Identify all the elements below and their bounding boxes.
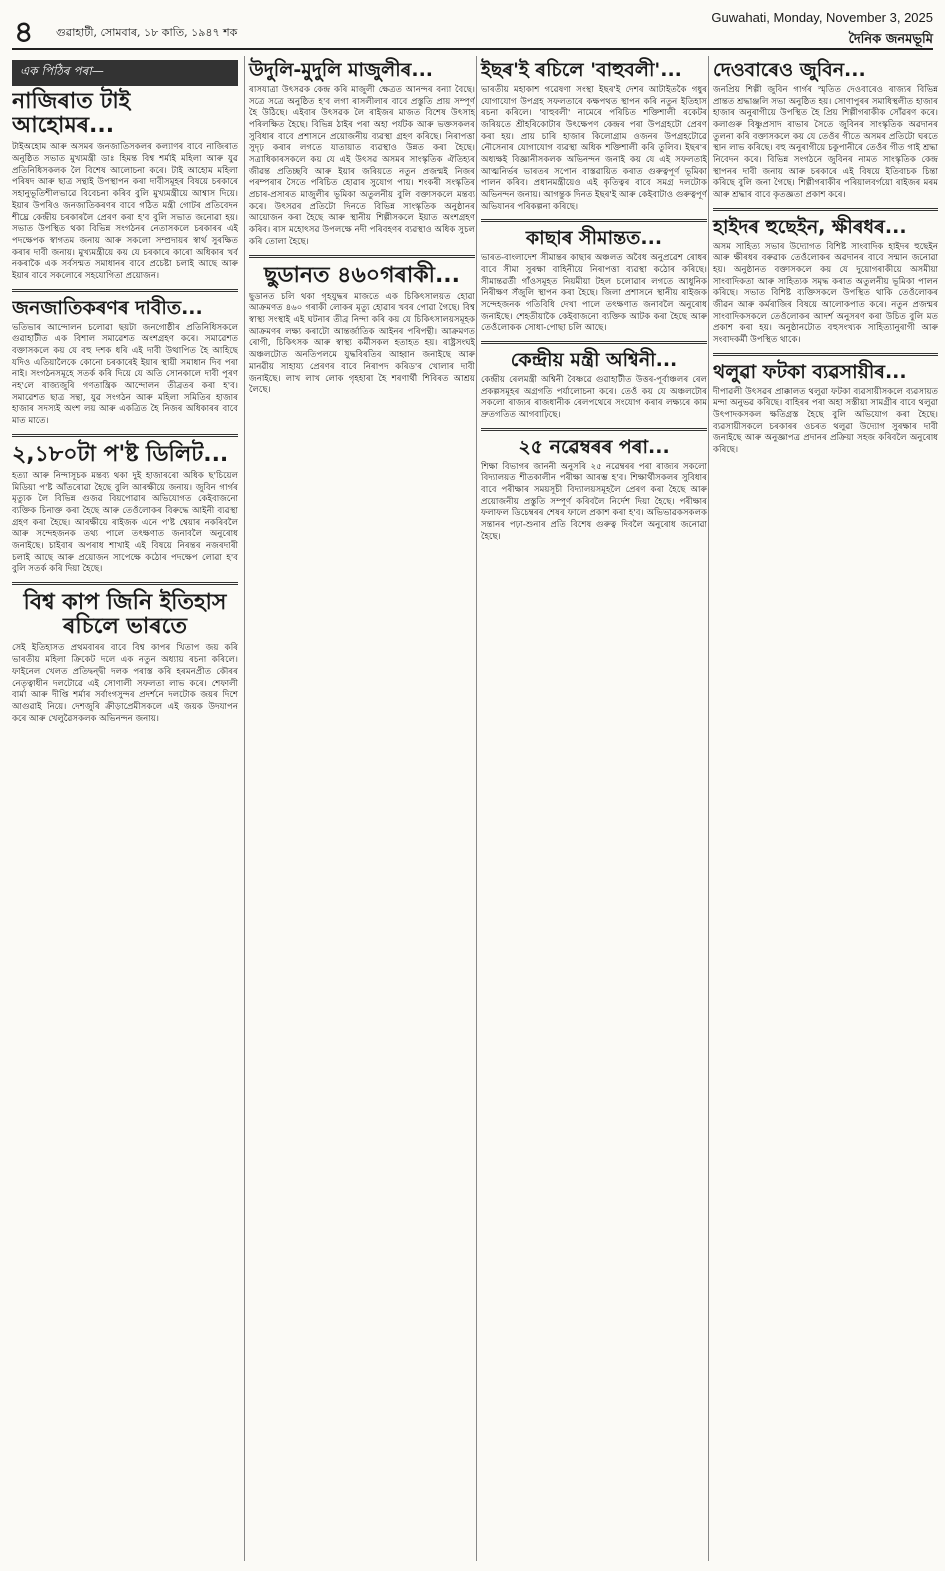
headline-isro: ইছৰ'ই ৰচিলে 'বাহুবলী'... (481, 59, 682, 81)
article-body-firecracker-traders: দীপাৱলী উৎসৱৰ প্ৰাক্কালত থলুৱা ফটকা ব্যৱসায়ীসকলে ব্যৱসায়ত মন্দা অনুভৱ কৰিছে। বাহিৰৰ পৰা অহা সস্তীয়া সামগ্ৰীৰ বাবে থলুৱা উৎপাদকসকল ক্ষতিগ্ৰস্ত হৈছে বুলি অভিযোগ কৰা হৈছে। ব্যৱসায়ীসকলে চৰকাৰৰ ওচৰত থলুৱা উদ্যোগ সুৰক্ষাৰ দাবী জনাইছে আৰু অনুজ্ঞাপত্ৰ প্ৰদানৰ প্ৰক্ৰিয়া সহজ কৰিবলৈ অনুৰোধ কৰিছে। (713, 386, 938, 456)
headline-najira: নাজিৰাত টাই আহোমৰ... (12, 89, 131, 139)
article-body-majuli: ৰাসযাত্ৰা উৎসৱক কেন্দ্ৰ কৰি মাজুলী ক্ষেত্ৰত আনন্দৰ বন্যা বৈছে। সত্ৰে সত্ৰে অনুষ্ঠিত হ'ব লগা ৰাসলীলাৰ বাবে প্ৰস্তুতি প্ৰায় সম্পূৰ্ণ হৈ উঠিছে। এইবাৰ উৎসৱক লৈ ৰাইজৰ মাজত বিশেষ উৎসাহ পৰিলক্ষিত হৈছে। বিভিন্ন ঠাইৰ পৰা অহা পৰ্যটক আৰু ভক্তসকলৰ সুবিধাৰ বাবে প্ৰশাসনে প্ৰয়োজনীয় ব্যৱস্থা গ্ৰহণ কৰিছে। নিৰাপত্তা সুদৃঢ় কৰাৰ লগতে যাতায়াত ব্যৱস্থাও উন্নত কৰা হৈছে। সত্ৰাধিকাৰসকলে কয় যে এই উৎসৱ অসমৰ সাংস্কৃতিক ঐতিহ্যৰ জীৱন্ত প্ৰতিচ্ছবি আৰু ইয়াৰ জৰিয়তে নতুন প্ৰজন্মই নিজৰ পৰম্পৰাৰ সৈতে পৰিচিত হোৱাৰ সুযোগ পায়। শংকৰী সংস্কৃতিৰ প্ৰচাৰ-প্ৰসাৰত মাজুলীৰ ভূমিকা অতুলনীয় বুলি বক্তাসকলে মন্তব্য কৰে। উৎসৱৰ প্ৰতিটো দিনতে বিভিন্ন সাংস্কৃতিক অনুষ্ঠানৰ আয়োজন কৰা হৈছে আৰু স্থানীয় শিল্পীসকলে ইয়াত অংশগ্ৰহণ কৰিব। ৰাস মহোৎসৱ উপলক্ষে নদী পৰিবহণৰ ব্যৱস্থাও অধিক সুচল কৰি তোলা হৈছে। (249, 84, 475, 247)
masthead (12, 8, 933, 50)
column-2 (244, 56, 475, 1561)
divider (481, 341, 707, 344)
headline-zubeen: দেওবাৰেও জুবিন... (713, 59, 866, 81)
columns (12, 56, 938, 1561)
divider (713, 353, 938, 356)
continued-kicker: এক পিঠিৰ পৰা— (12, 60, 238, 86)
headline-november-25: ২৫ নৱেম্বৰৰ পৰা... (518, 435, 670, 458)
headline-tribal-status: জনজাতিকৰণৰ দাবীত... (12, 296, 203, 319)
headline-minister: কেন্দ্ৰীয় মন্ত্ৰী অশ্বিনী... (510, 349, 678, 372)
page-number: ৪ (14, 15, 34, 50)
column-4 (708, 56, 938, 1561)
article-body-posts-deleted: হত্যা আৰু নিন্দাসূচক মন্তব্য থকা দুই হাজাৰৰো অধিক ছ'চিয়েল মিডিয়া প'ষ্ট আঁতৰোৱা হৈছে বুলি আৰক্ষীয়ে জনায়। জুবিন গাৰ্গৰ মৃত্যুক লৈ বিভিন্ন গুজৱ বিয়পোৱাৰ অভিযোগত কেইবাজনো ব্যক্তিক চিনাক্ত কৰা হৈছে আৰু তেওঁলোকৰ বিৰুদ্ধে আইনী ব্যৱস্থা গ্ৰহণ কৰা হৈছে। আৰক্ষীয়ে ৰাইজক এনে প'ষ্ট শ্বেয়াৰ নকৰিবলৈ আৰু সন্দেহজনক তথ্য পালে তৎক্ষণাত জনাবলৈ অনুৰোধ জনাইছে। চাইবাৰ অপৰাধ শাখাই এই বিষয়ে নিৰন্তৰ নজৰদাৰী চলাই আছে আৰু প্ৰয়োজন সাপেক্ষে কঠোৰ পদক্ষেপ লোৱা হ'ব বুলি সতৰ্ক কৰি দিয়া হৈছে। (12, 470, 238, 575)
article-body-najira: টাইঅহোম আৰু অসমৰ জনজাতিসকলৰ কল্যাণৰ বাবে নাজিৰাত অনুষ্ঠিত সভাত মুখ্যমন্ত্ৰী ডাঃ হিমন্ত বিশ্ব শৰ্মাই মহিলা আৰু যুৱ প্ৰতিনিধিসকলক লৈ বিশেষ আলোচনা কৰে। টাই আহোম মহিলা পৰিষদ আৰু ছাত্ৰ সন্থাই উপস্থাপন কৰা দাবীসমূহৰ বিষয়ে চৰকাৰে সহানুভূতিশীলভাৱে বিবেচনা কৰিব বুলি মুখ্যমন্ত্ৰীয়ে আশ্বাস দিয়ে। ইয়াৰ উপৰিও জনজাতিকৰণৰ বাবে গঠিত মন্ত্ৰী গোটৰ প্ৰতিবেদন শীঘ্ৰে কেন্দ্ৰীয় চৰকাৰলৈ প্ৰেৰণ কৰা হ'ব বুলি সভাত জনোৱা হয়। সভাত উপস্থিত থকা বিভিন্ন সংগঠনৰ নেতাসকলে চৰকাৰৰ এই পদক্ষেপক স্বাগতম জনায় আৰু সকলো সম্প্ৰদায়ৰ স্বাৰ্থ সুৰক্ষিত কৰাৰ দাবী জনায়। মুখ্যমন্ত্ৰীয়ে কয় যে চৰকাৰে কাৰো অধিকাৰ খৰ্ব নকৰাকৈ এক সৰ্বসন্মত সমাধানৰ বাবে প্ৰচেষ্টা চলাই আছে আৰু ইয়াৰ বাবে সকলোৰে সহযোগিতা প্ৰয়োজন। (12, 142, 238, 281)
paper-name: দৈনিক জনমভূমি (848, 32, 933, 47)
divider (12, 582, 238, 585)
article-body-cachar: ভাৰত-বাংলাদেশ সীমান্তৰ কাছাৰ অঞ্চলত অবৈধ অনুপ্ৰৱেশ ৰোধৰ বাবে সীমা সুৰক্ষা বাহিনীয়ে নিৰাপত্তা ব্যৱস্থা কঠোৰ কৰিছে। সীমান্তৱৰ্তী গাঁওসমূহত নিয়মীয়া টহল চলোৱাৰ লগতে আধুনিক নিৰীক্ষণ সঁজুলি স্থাপন কৰা হৈছে। জিলা প্ৰশাসনে স্থানীয় ৰাইজক সন্দেহজনক গতিবিধি দেখা পালে তৎক্ষণাত জনাবলৈ অনুৰোধ জনাইছে। শেহতীয়াকৈ কেইবাজনো ব্যক্তিক আটক কৰা হৈছে আৰু তেওঁলোকক সোধা-পোছা চলি আছে। (481, 253, 707, 334)
column-3 (476, 56, 707, 1561)
headline-world-cup: বিশ্ব কাপ জিনি ইতিহাস ৰচিলে ভাৰতে (23, 590, 227, 640)
headline-majuli: উদুলি-মুদুলি মাজুলীৰ... (249, 59, 434, 81)
headline-cachar: কাছাৰ সীমান্তত... (525, 227, 663, 250)
article-body-sudan: ছুডানত চলি থকা গৃহযুদ্ধৰ মাজতে এক চিকিৎসালয়ত হোৱা আক্ৰমণত ৪৬০ গৰাকী লোকৰ মৃত্যু হোৱাৰ খবৰ পোৱা গৈছে। বিশ্ব স্বাস্থ্য সংস্থাই এই ঘটনাৰ তীব্ৰ নিন্দা কৰি কয় যে চিকিৎসালয়সমূহক আক্ৰমণৰ লক্ষ্য কৰাটো আন্তৰ্জাতিক আইনৰ পৰিপন্থী। আক্ৰমণত ৰোগী, চিকিৎসক আৰু স্বাস্থ্য কৰ্মীসকল হতাহত হয়। ৰাষ্ট্ৰসংঘই অঞ্চলটোত অনতিপলমে যুদ্ধবিৰতিৰ আহ্বান জনাইছে আৰু মানৱীয় সাহায্য প্ৰেৰণৰ বাবে নিৰাপদ কৰিড'ৰ খোলাৰ দাবী জনাইছে। লাখ লাখ লোক গৃহহাৰা হৈ শৰণাৰ্থী শিবিৰত আশ্ৰয় লৈছে। (249, 291, 475, 396)
headline-posts-deleted: ২,১৮০টা প'ষ্ট ডিলিট... (12, 441, 229, 467)
article-body-zubeen: জনপ্ৰিয় শিল্পী জুবিন গাৰ্গৰ স্মৃতিত দেওবাৰেও ৰাজ্যৰ বিভিন্ন প্ৰান্তত শ্ৰদ্ধাঞ্জলি সভা অনুষ্ঠিত হয়। সোণাপুৰৰ সমাধিস্থলীত হাজাৰ হাজাৰ অনুৰাগীয়ে উপস্থিত হৈ প্ৰিয় শিল্পীগৰাকীক সোঁৱৰণ কৰে। কলাগুৰু বিষ্ণুপ্ৰসাদ ৰাভাৰ সৈতে জুবিনৰ সাংস্কৃতিক অৱদানৰ তুলনা কৰি বক্তাসকলে কয় যে তেওঁৰ গীতে অসমৰ প্ৰতিটো ঘৰতে স্থান লাভ কৰিছে। বহু অনুৰাগীয়ে চকুপানীৰে তেওঁৰ গীত গাই শ্ৰদ্ধা নিবেদন কৰে। বিভিন্ন সংগঠনে জুবিনৰ নামত সাংস্কৃতিক কেন্দ্ৰ স্থাপনৰ দাবী জনায় আৰু চৰকাৰে এই বিষয়ে ইতিবাচক চিন্তা কৰিছে বুলি জনা গৈছে। শিল্পীগৰাকীৰ পৰিয়ালবৰ্গয়ো ৰাইজৰ মৰম আৰু শ্ৰদ্ধাৰ বাবে কৃতজ্ঞতা প্ৰকাশ কৰে। (713, 84, 938, 201)
article-body-minister: কেন্দ্ৰীয় ৰেলমন্ত্ৰী অশ্বিনী বৈষ্ণৱে গুৱাহাটীত উত্তৰ-পূৰ্বাঞ্চলৰ ৰেল প্ৰকল্পসমূহৰ অগ্ৰগতি পৰ্যালোচনা কৰে। তেওঁ কয় যে অঞ্চলটোৰ সকলো ৰাজ্যৰ ৰাজধানীক ৰেলপথেৰে সংযোগ কৰাৰ লক্ষ্যৰে কাম দ্ৰুতগতিত আগবাঢ়িছে। (481, 375, 707, 421)
dateline-english: Guwahati, Monday, November 3, 2025 (711, 10, 933, 25)
article-body-world-cup: সেই ইতিহাসত প্ৰথমবাৰৰ বাবে বিশ্ব কাপৰ খিতাপ জয় কৰি ভাৰতীয় মহিলা ক্ৰিকেট দলে এক নতুন অধ্যায় ৰচনা কৰিলে। ফাইনেল খেলত প্ৰতিদ্বন্দ্বী দলক পৰাস্ত কৰি হৰমনপ্ৰীত কৌৰৰ নেতৃত্বাধীন দলটোৱে এই সোণালী সফলতা লাভ কৰে। শেফালী বাৰ্মা আৰু দীপ্তি শৰ্মাৰ সৰ্বাংগসুন্দৰ প্ৰদৰ্শনে দলটোক জয়ৰ দিশে আগুৱাই নিয়ে। দেশজুৰি ক্ৰীড়াপ্ৰেমীসকলে এই জয়ক উদযাপন কৰে আৰু খেলুৱৈসকলক অভিনন্দন জনায়। (12, 643, 238, 724)
article-body-tribal-status: ভতিভাৰ আন্দোলন চলোৱা ছয়টা জনগোষ্ঠীৰ প্ৰতিনিধিসকলে গুৱাহাটীত এক বিশাল সমাৱেশত অংশগ্ৰহণ কৰে। সমাৱেশত বক্তাসকলে কয় যে বহু দশক ধৰি এই দাবী উত্থাপিত হৈ আহিছে যদিও এতিয়ালৈকে কোনো চৰকাৰেই ইয়াৰ স্থায়ী সমাধান দিব পৰা নাই। সংগঠনসমূহে সতৰ্ক কৰি দিয়ে যে অতি সোনকালে দাবী পূৰণ নহ'লে ৰাজ্যজুৰি গণতান্ত্ৰিক আন্দোলন তীব্ৰতৰ কৰা হ'ব। সমাৱেশত ছাত্ৰ সন্থা, যুৱ সংগঠন আৰু মহিলা সমিতিৰ হাজাৰ হাজাৰ সদস্যই অংশ লয় আৰু একত্ৰিত হৈ নিজৰ অধিকাৰৰ বাবে মাত মাতে। (12, 322, 238, 427)
article-body-haidar-hussain: অসম সাহিত্য সভাৰ উদ্যোগত বিশিষ্ট সাংবাদিক হাইদৰ হুছেইন আৰু ক্ষীৰধৰ বৰুৱাক তেওঁলোকৰ অৱদানৰ বাবে সন্মান জনোৱা হয়। অনুষ্ঠানত বক্তাসকলে কয় যে দুয়োগৰাকীয়ে অসমীয়া সাংবাদিকতা আৰু সাহিত্যক সমৃদ্ধ কৰাত অতুলনীয় ভূমিকা পালন কৰিছে। সভাত বিশিষ্ট ব্যক্তিসকলে উপস্থিত থাকি তেওঁলোকৰ জীৱন আৰু কৰ্মৰাজিৰ বিষয়ে আলোকপাত কৰে। নতুন প্ৰজন্মৰ সাংবাদিকসকলে তেওঁলোকৰ আদৰ্শ অনুসৰণ কৰা উচিত বুলি মত প্ৰকাশ কৰা হয়। অনুষ্ঠানটোত বহুসংখ্যক সাহিত্যানুৰাগী আৰু সংবাদকৰ্মী উপস্থিত থাকে। (713, 241, 938, 346)
divider (12, 434, 238, 437)
headline-sudan: ছুডানত ৪৬০গৰাকী... (263, 262, 461, 288)
headline-haidar-hussain: হাইদৰ হুছেইন, ক্ষীৰধৰ... (713, 215, 907, 238)
divider (12, 289, 238, 292)
headline-firecracker-traders: থলুৱা ফটকা ব্যৱসায়ীৰ... (713, 360, 907, 383)
divider (481, 428, 707, 431)
column-1 (12, 56, 238, 1561)
divider (713, 208, 938, 211)
divider (249, 255, 475, 258)
article-body-isro: ভাৰতীয় মহাকাশ গৱেষণা সংস্থা ইছৰ'ই দেশৰ আটাইতকৈ গধুৰ যোগাযোগ উপগ্ৰহ সফলতাৰে কক্ষপথত স্থাপন কৰি নতুন ইতিহাস ৰচনা কৰিলে। 'বাহুবলী' নামেৰে পৰিচিত শক্তিশালী ৰকেটৰ জৰিয়তে শ্ৰীহৰিকোটাৰ উৎক্ষেপণ কেন্দ্ৰৰ পৰা উপগ্ৰহটো প্ৰেৰণ কৰা হয়। প্ৰায় চাৰি হাজাৰ কিলোগ্ৰাম ওজনৰ উপগ্ৰহটোৱে নৌসেনাৰ যোগাযোগ ব্যৱস্থা অধিক শক্তিশালী কৰি তুলিব। ইছৰ'ৰ অধ্যক্ষই বিজ্ঞানীসকলক অভিনন্দন জনাই কয় যে এই সফলতাই আত্মনিৰ্ভৰ ভাৰতৰ সপোন বাস্তৱায়িত কৰাত গুৰুত্বপূৰ্ণ ভূমিকা পালন কৰিব। প্ৰধানমন্ত্ৰীয়েও এই কৃতিত্বৰ বাবে সমগ্ৰ দলটোক অভিনন্দন জনায়। আগন্তুক দিনত ইছৰ'ই আৰু কেইবাটাও গুৰুত্বপূৰ্ণ অভিযানৰ পৰিকল্পনা কৰিছে। (481, 84, 707, 212)
article-body-november-25: শিক্ষা বিভাগৰ জাননী অনুসৰি ২৫ নৱেম্বৰৰ পৰা ৰাজ্যৰ সকলো বিদ্যালয়ত শীতকালীন পৰীক্ষা আৰম্ভ হ'ব। শিক্ষাৰ্থীসকলৰ সুবিধাৰ বাবে পৰীক্ষাৰ সময়সূচী বিদ্যালয়সমূহলৈ প্ৰেৰণ কৰা হৈছে আৰু প্ৰয়োজনীয় প্ৰস্তুতি সম্পূৰ্ণ কৰিবলৈ নিৰ্দেশ দিয়া হৈছে। পৰীক্ষাৰ ফলাফল ডিচেম্বৰৰ শেষৰ ফালে প্ৰকাশ কৰা হ'ব। অভিভাৱকসকলক সন্তানৰ পঢ়া-শুনাৰ প্ৰতি বিশেষ গুৰুত্ব দিবলৈ অনুৰোধ জনোৱা হৈছে। (481, 461, 707, 542)
divider (481, 219, 707, 222)
dateline-assamese: গুৱাহাটী, সোমবাৰ, ১৮ কাতি, ১৯৪৭ শক (56, 26, 238, 39)
